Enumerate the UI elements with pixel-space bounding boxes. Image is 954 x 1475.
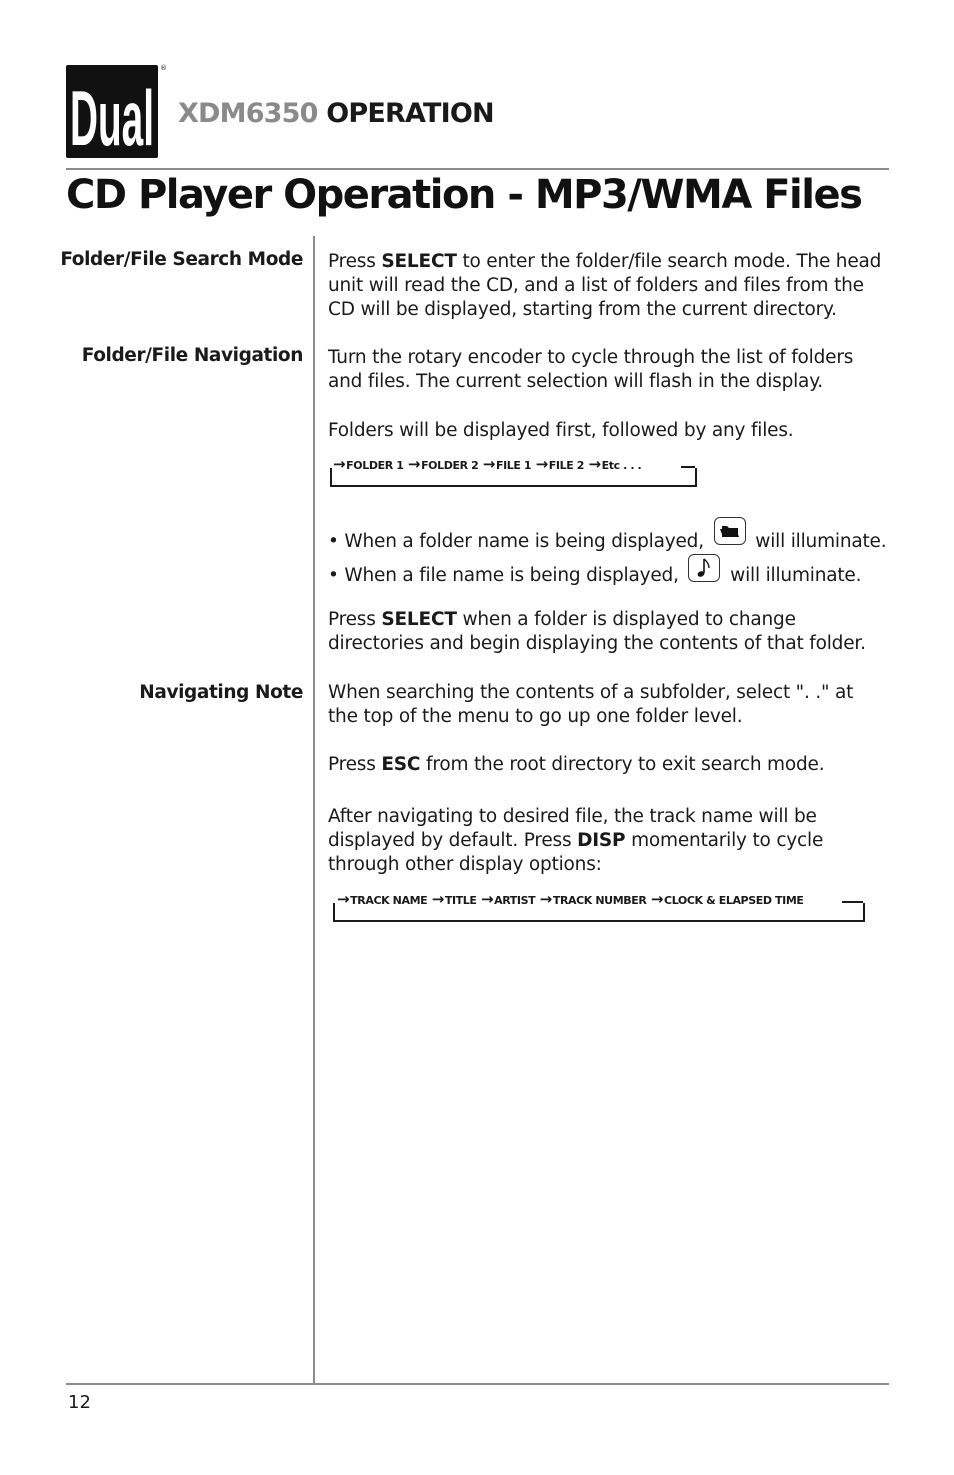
flow-step: FOLDER 2 — [421, 459, 479, 472]
arrow-icon: → — [482, 455, 495, 473]
paragraph-display-options — [328, 805, 828, 877]
flow-step: TITLE — [444, 894, 477, 907]
arrow-icon: → — [535, 455, 548, 473]
folder-file-sequence — [332, 455, 642, 473]
bottom-rule — [66, 1383, 889, 1385]
text: • When a folder name is being displayed, — [328, 531, 704, 552]
text: • When a file name is being displayed, — [328, 565, 679, 586]
paragraph-navigation: Turn the rotary encoder to cycle through the list of folders and files. The current selection will flash in the display. — [328, 347, 854, 392]
text: Press — [328, 754, 382, 775]
paragraph-subfolder: When searching the contents of a subfolder, select ". ." at the top of the menu to go up one folder level. — [328, 682, 854, 727]
key-disp: DISP — [577, 830, 626, 851]
paragraph-change-directory — [328, 608, 888, 656]
flow-step: TRACK NUMBER — [552, 894, 647, 907]
sidebar-label-note: Navigating Note — [139, 682, 303, 703]
key-select: SELECT — [381, 251, 457, 272]
arrow-icon: → — [333, 455, 346, 473]
column-divider — [313, 236, 315, 1383]
paragraph-exit — [328, 753, 888, 777]
model-name: XDM6350 — [178, 98, 318, 129]
folder-icon — [714, 517, 746, 545]
text: to enter the folder/file search mode. The head unit will read the CD, and a list of folders and files from the CD will be displayed, starting from the current directory. — [328, 251, 882, 320]
logo-text: Dual — [70, 74, 154, 158]
text: Press — [328, 251, 382, 272]
text: will illuminate. — [755, 531, 887, 552]
flow-step: FOLDER 1 — [346, 459, 404, 472]
flow-step: TRACK NAME — [350, 894, 428, 907]
music-note-icon — [688, 554, 720, 582]
paragraph-folders-first: Folders will be displayed first, followed by any files. — [328, 420, 794, 441]
key-esc: ESC — [381, 754, 421, 775]
arrow-icon: → — [480, 890, 494, 908]
arrow-icon: → — [650, 890, 664, 908]
flow1-loop-end — [681, 466, 695, 468]
text: Press — [328, 609, 382, 630]
paragraph-search-mode — [328, 250, 888, 322]
arrow-icon: → — [431, 890, 444, 908]
flow-step: ARTIST — [494, 894, 536, 907]
flow-step: FILE 2 — [548, 459, 584, 472]
sidebar-label-navigation: Folder/File Navigation — [81, 345, 303, 366]
page-number: 12 — [68, 1392, 91, 1413]
arrow-icon: → — [539, 890, 552, 908]
bullet-folder — [328, 525, 888, 554]
header-title — [178, 98, 494, 129]
display-options-sequence — [336, 890, 804, 908]
flow-step: CLOCK & ELAPSED TIME — [664, 894, 804, 907]
top-rule — [66, 168, 889, 170]
bullet-file — [328, 559, 888, 588]
text: will illuminate. — [730, 565, 862, 586]
flow-step: FILE 1 — [495, 459, 532, 472]
page-title: CD Player Operation - MP3/WMA Files — [66, 172, 862, 218]
arrow-icon: → — [407, 455, 421, 473]
text: when a folder is displayed to change directories and begin displaying the contents of that folder. — [328, 609, 866, 654]
section-name: OPERATION — [326, 98, 494, 129]
text: from the root directory to exit search mode. — [420, 754, 825, 775]
arrow-icon: → — [588, 455, 601, 473]
key-select: SELECT — [381, 609, 457, 630]
arrow-icon: → — [337, 890, 350, 908]
registered-mark: ® — [160, 64, 167, 72]
dual-logo — [66, 65, 158, 158]
flow-step: Etc . . . — [601, 459, 642, 472]
flow2-loop-end — [842, 901, 863, 903]
text: After navigating to desired file, the track name will be displayed by default. Press — [328, 806, 817, 851]
sidebar-label-search-mode: Folder/File Search Mode — [60, 249, 303, 270]
text: momentarily to cycle through other display options: — [328, 830, 824, 875]
